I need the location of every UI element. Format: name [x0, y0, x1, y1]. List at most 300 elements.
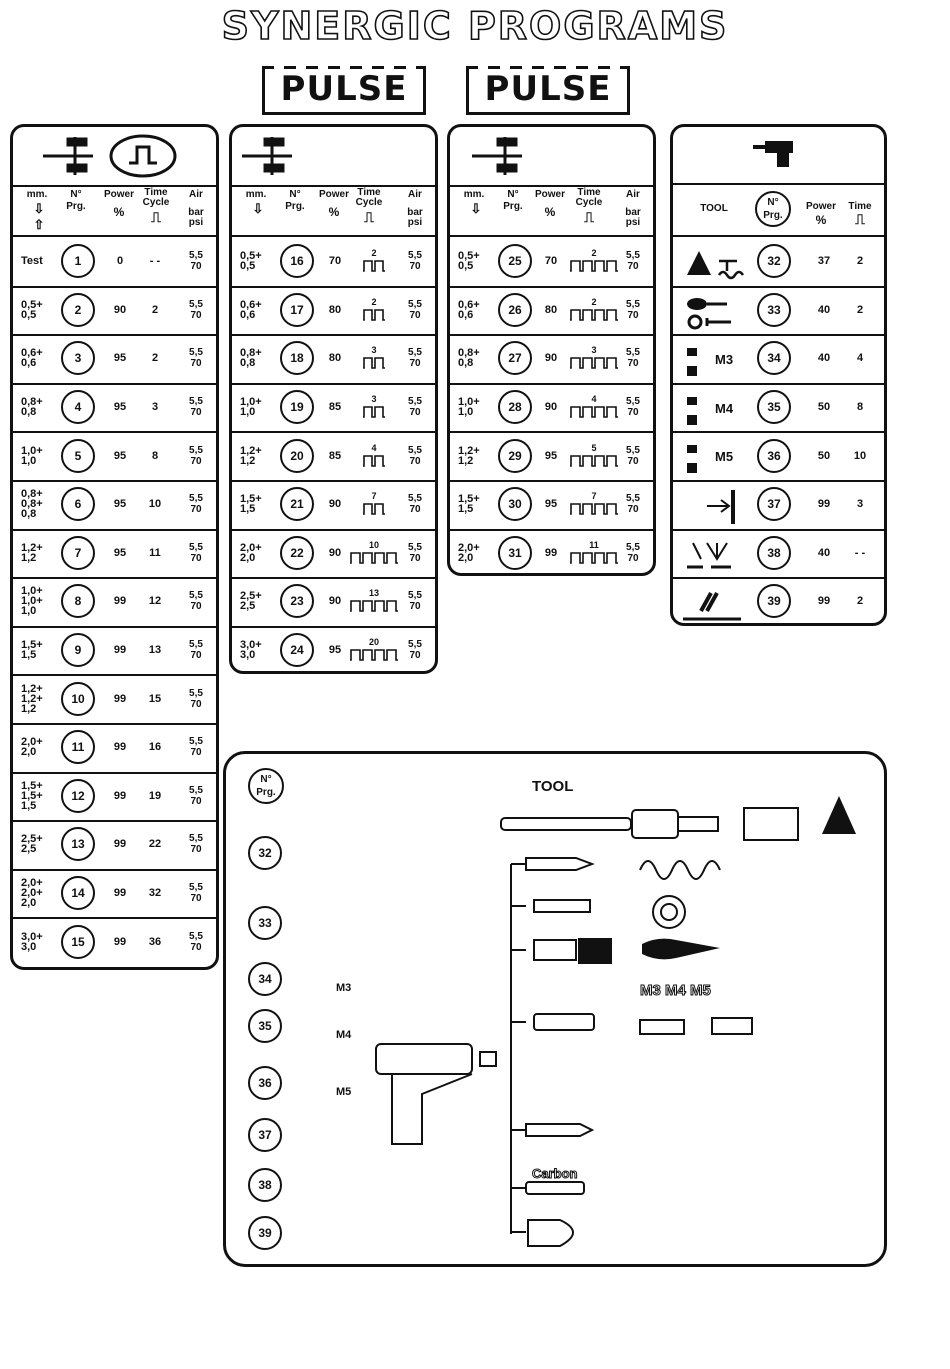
air-value: 5,5 70	[189, 250, 203, 273]
power-value: 80	[328, 303, 342, 316]
air-value: 5,5 70	[408, 541, 422, 564]
table-row	[450, 286, 653, 337]
carbon-label: Carbon	[532, 1166, 578, 1181]
program-number: 30	[498, 487, 532, 521]
tool-size-label: M5	[715, 449, 734, 465]
header-prg-top: N°	[767, 197, 779, 208]
header-air: Air	[408, 189, 422, 200]
power-value: 95	[544, 498, 558, 511]
thickness-value: 1,5+ 1,5	[458, 493, 480, 516]
time-value: 3	[151, 401, 159, 414]
page-title: SYNERGIC PROGRAMS	[221, 4, 729, 48]
program-number: 3	[61, 341, 95, 375]
header-prg: Prg.	[285, 201, 305, 212]
star-washer-icon	[677, 241, 747, 285]
pulse-wave-icon	[363, 502, 385, 515]
air-value: 5,5 70	[189, 444, 203, 467]
header-tool: TOOL	[700, 203, 728, 214]
power-value: 90	[328, 595, 342, 608]
pulse-wave-icon	[363, 454, 385, 467]
header-mm: mm.	[26, 189, 48, 200]
time-value: - -	[149, 255, 161, 268]
table-row	[13, 237, 216, 288]
power-value: 50	[817, 449, 831, 462]
program-number: 14	[61, 876, 95, 910]
program-number: 15	[61, 925, 95, 959]
program-number: 5	[61, 439, 95, 473]
air-value: 5,5 70	[408, 250, 422, 273]
table-header	[673, 183, 884, 237]
thickness-value: 2,0+ 2,0	[458, 541, 480, 564]
program-number: 38	[757, 536, 791, 570]
table-row	[13, 869, 216, 920]
thickness-value: 2,0+ 2,0	[240, 541, 262, 564]
power-value: 37	[817, 255, 831, 268]
header-mm: mm.	[463, 189, 485, 200]
time-value: 3	[568, 345, 620, 369]
panel-icon-row	[673, 127, 884, 185]
program-number: 38	[248, 1168, 282, 1202]
pulse-single-icon: ⎍	[151, 209, 161, 225]
power-value: 99	[817, 498, 831, 511]
tool-cell	[677, 533, 749, 574]
program-number: 6	[61, 487, 95, 521]
table-row	[13, 917, 216, 966]
air-value: 5,5 70	[189, 736, 203, 759]
table-header	[232, 185, 435, 237]
program-number: 22	[280, 536, 314, 570]
program-number: 37	[248, 1118, 282, 1152]
table-row	[673, 334, 884, 385]
power-value: 99	[113, 692, 127, 705]
pulse-wave-icon	[570, 259, 618, 272]
program-number: 32	[757, 244, 791, 278]
program-table-1	[10, 124, 219, 970]
time-value: 2	[348, 297, 400, 321]
program-number: 39	[757, 584, 791, 618]
program-number: 34	[248, 962, 282, 996]
air-value: 5,5 70	[408, 347, 422, 370]
thickness-value: Test	[21, 255, 43, 268]
program-number: 11	[61, 730, 95, 764]
table-row	[13, 772, 216, 823]
thickness-value: 0,6+ 0,6	[458, 298, 480, 321]
stud-icon	[677, 435, 747, 479]
thickness-value: 0,6+ 0,6	[240, 298, 262, 321]
air-value: 5,5 70	[408, 298, 422, 321]
time-value: 12	[148, 595, 162, 608]
header-mm: mm.	[245, 189, 267, 200]
panel-icon-row	[13, 127, 216, 187]
thickness-value: 0,5+ 0,5	[21, 298, 43, 321]
table-row	[13, 383, 216, 434]
time-value: 13	[348, 588, 400, 612]
program-number: 34	[757, 341, 791, 375]
time-value: 11	[568, 540, 620, 564]
program-number: 24	[280, 633, 314, 667]
table-header	[450, 185, 653, 237]
program-number: 25	[498, 244, 532, 278]
time-value: 8	[856, 401, 864, 414]
pulse-wave-icon	[570, 356, 618, 369]
table-row	[450, 480, 653, 531]
air-value: 5,5 70	[626, 298, 640, 321]
power-value: 99	[113, 789, 127, 802]
table-row	[232, 431, 435, 482]
pulse-wave-icon	[570, 551, 618, 564]
header-bar: bar	[407, 207, 423, 218]
header-prg: Prg.	[763, 210, 783, 221]
table-row	[673, 480, 884, 531]
header-power: Power	[103, 189, 134, 200]
time-value: 2	[348, 248, 400, 272]
thread-sizes-label: M3 M4 M5	[640, 982, 711, 999]
legend-size-label: M5	[336, 1086, 352, 1098]
air-value: 5,5 70	[626, 396, 640, 419]
pulse-single-icon: ⎍	[584, 209, 594, 225]
thickness-value: 3,0+ 3,0	[21, 930, 43, 953]
air-value: 5,5 70	[626, 444, 640, 467]
table-row	[13, 577, 216, 628]
program-number: 33	[248, 906, 282, 940]
power-value: 99	[817, 595, 831, 608]
thickness-value: 2,5+ 2,5	[240, 590, 262, 613]
program-number: 21	[280, 487, 314, 521]
pulse-wave-icon	[363, 405, 385, 418]
thickness-value: 1,5+ 1,5	[21, 639, 43, 662]
time-value: 4	[568, 394, 620, 418]
program-number: 35	[757, 390, 791, 424]
program-number: 35	[248, 1009, 282, 1043]
program-table-3	[447, 124, 656, 576]
header-time: Time	[848, 201, 872, 212]
power-value: 80	[328, 352, 342, 365]
pulse-wave-icon	[350, 599, 398, 612]
power-value: 99	[113, 595, 127, 608]
panel-icon-row	[232, 127, 435, 187]
time-value: 32	[148, 887, 162, 900]
point-icon	[677, 581, 747, 625]
stud-icon	[677, 387, 747, 431]
pulse-wave-icon	[570, 454, 618, 467]
header-psi: psi	[188, 217, 204, 228]
spot-gun-icon	[673, 127, 886, 183]
sheet-spot-icon	[450, 127, 655, 185]
tool-cell	[677, 387, 749, 428]
power-value: 85	[328, 449, 342, 462]
table-row	[232, 383, 435, 434]
tool-cell	[677, 435, 749, 476]
time-value: 2	[151, 303, 159, 316]
air-value: 5,5 70	[626, 347, 640, 370]
thickness-value: 1,0+ 1,0	[240, 396, 262, 419]
time-value: 20	[348, 637, 400, 661]
header-psi: psi	[625, 217, 641, 228]
power-value: 90	[544, 401, 558, 414]
power-value: 95	[113, 352, 127, 365]
thickness-value: 1,5+ 1,5	[240, 493, 262, 516]
header-pct: %	[544, 205, 556, 219]
tool-cell	[677, 581, 749, 622]
program-number: 39	[248, 1216, 282, 1250]
program-number: 12	[61, 779, 95, 813]
tool-cell	[677, 484, 749, 525]
thickness-value: 1,2+ 1,2	[21, 541, 43, 564]
time-value: 2	[856, 595, 864, 608]
table-row	[673, 383, 884, 434]
table-row	[232, 577, 435, 628]
time-value: 3	[856, 498, 864, 511]
header-pct: %	[113, 205, 125, 219]
table-row	[232, 286, 435, 337]
table-row	[13, 674, 216, 725]
power-value: 95	[328, 644, 342, 657]
time-value: 11	[149, 546, 161, 559]
air-value: 5,5 70	[408, 396, 422, 419]
time-value: 5	[568, 443, 620, 467]
header-prg: Prg.	[503, 201, 523, 212]
sheet-spot-icon	[13, 127, 218, 185]
program-number: 13	[61, 827, 95, 861]
program-number: 31	[498, 536, 532, 570]
program-number: 9	[61, 633, 95, 667]
power-value: 99	[113, 741, 127, 754]
power-value: 95	[113, 546, 127, 559]
sheet-spot-icon	[232, 127, 437, 185]
program-table-2	[229, 124, 438, 674]
header-prg-top: N°	[70, 189, 82, 200]
time-value: 15	[148, 692, 162, 705]
power-value: 90	[328, 546, 342, 559]
header-time: Time	[144, 187, 168, 198]
legend-size-label: M4	[336, 1029, 352, 1041]
power-value: 99	[113, 644, 127, 657]
time-value: 2	[568, 248, 620, 272]
time-value: 10	[853, 449, 867, 462]
pulse-single-icon: ⎍	[364, 209, 374, 225]
air-value: 5,5 70	[189, 833, 203, 856]
time-value: 22	[148, 838, 162, 851]
carbon-icon	[677, 533, 747, 577]
program-number: 28	[498, 390, 532, 424]
air-value: 5,5 70	[189, 687, 203, 710]
power-value: 70	[544, 255, 558, 268]
thickness-value: 1,2+ 1,2	[458, 444, 480, 467]
power-value: 99	[544, 546, 558, 559]
time-value: 3	[348, 394, 400, 418]
legend-size-label: M3	[336, 982, 352, 994]
power-value: 90	[544, 352, 558, 365]
power-value: 40	[817, 303, 831, 316]
air-value: 5,5 70	[189, 347, 203, 370]
time-value: 4	[856, 352, 864, 365]
program-number: 23	[280, 584, 314, 618]
program-number: 2	[61, 293, 95, 327]
power-value: 40	[817, 352, 831, 365]
tool-illustration	[226, 754, 886, 1264]
thickness-value: 0,5+ 0,5	[240, 250, 262, 273]
pulse-banner-right: PULSE	[466, 66, 630, 115]
table-row	[450, 529, 653, 576]
power-value: 80	[544, 303, 558, 316]
table-row	[232, 529, 435, 580]
header-bar: bar	[188, 207, 204, 218]
header-pct: %	[328, 205, 340, 219]
thickness-arrows-icon: ⇩	[252, 201, 264, 216]
stud-icon	[677, 338, 747, 382]
time-value: 7	[568, 491, 620, 515]
pulse-wave-icon	[570, 502, 618, 515]
power-value: 95	[113, 498, 127, 511]
header-cycle: Cycle	[575, 197, 603, 208]
header-time: Time	[577, 187, 601, 198]
thickness-value: 0,8+ 0,8	[21, 396, 43, 419]
thickness-value: 1,2+ 1,2	[240, 444, 262, 467]
program-number: 29	[498, 439, 532, 473]
header-air: Air	[189, 189, 203, 200]
program-number: 17	[280, 293, 314, 327]
time-value: 10	[148, 498, 162, 511]
table-row	[13, 480, 216, 531]
program-number: 7	[61, 536, 95, 570]
power-value: 95	[113, 449, 127, 462]
pulse-single-icon: ⎍	[855, 211, 865, 227]
time-value: 3	[348, 345, 400, 369]
thickness-value: 0,5+ 0,5	[458, 250, 480, 273]
table-row	[13, 286, 216, 337]
time-value: 19	[148, 789, 162, 802]
table-row	[673, 237, 884, 288]
time-value: 2	[856, 303, 864, 316]
thickness-value: 1,0+ 1,0	[21, 444, 43, 467]
pulse-wave-icon	[570, 308, 618, 321]
program-number: 32	[248, 836, 282, 870]
header-prg-top: N°	[289, 189, 301, 200]
pulse-wave-icon	[363, 356, 385, 369]
air-value: 5,5 70	[189, 882, 203, 905]
header-psi: psi	[407, 217, 423, 228]
thickness-value: 1,5+ 1,5+ 1,5	[21, 779, 43, 812]
power-value: 40	[817, 546, 831, 559]
power-value: 99	[113, 887, 127, 900]
program-number: 20	[280, 439, 314, 473]
header-power: Power	[534, 189, 565, 200]
shrink-icon	[677, 484, 747, 528]
power-value: 90	[113, 303, 127, 316]
air-value: 5,5 70	[626, 250, 640, 273]
time-value: 13	[148, 644, 162, 657]
tool-cell	[677, 338, 749, 379]
air-value: 5,5 70	[408, 493, 422, 516]
table-row	[13, 820, 216, 871]
thickness-value: 2,5+ 2,5	[21, 833, 43, 856]
air-value: 5,5 70	[408, 639, 422, 662]
thickness-value: 1,0+ 1,0	[458, 396, 480, 419]
pulse-wave-icon	[570, 405, 618, 418]
table-row	[13, 529, 216, 580]
program-number: 37	[757, 487, 791, 521]
tool-cell	[677, 241, 749, 282]
time-value: 7	[348, 491, 400, 515]
table-row	[13, 431, 216, 482]
table-row	[13, 626, 216, 677]
header-time: Time	[357, 187, 381, 198]
table-row	[450, 383, 653, 434]
program-number: 4	[61, 390, 95, 424]
power-value: 99	[113, 935, 127, 948]
program-number: 8	[61, 584, 95, 618]
power-value: 50	[817, 401, 831, 414]
pulse-wave-icon	[350, 551, 398, 564]
thickness-value: 0,8+ 0,8	[458, 347, 480, 370]
tool-size-label: M4	[715, 400, 734, 416]
air-value: 5,5 70	[408, 444, 422, 467]
table-row	[13, 334, 216, 385]
table-row	[673, 529, 884, 580]
air-value: 5,5 70	[408, 590, 422, 613]
time-value: 16	[148, 741, 162, 754]
time-value: - -	[854, 546, 866, 559]
table-row	[450, 237, 653, 288]
thickness-value: 2,0+ 2,0+ 2,0	[21, 877, 43, 910]
table-row	[673, 577, 884, 626]
table-row	[673, 286, 884, 337]
legend-tool-title: TOOL	[532, 778, 574, 795]
header-bar: bar	[625, 207, 641, 218]
power-value: 95	[544, 449, 558, 462]
time-value: 4	[348, 443, 400, 467]
pulse-wave-icon	[363, 308, 385, 321]
legend-prg-top: N°	[260, 774, 272, 785]
thickness-value: 0,8+ 0,8	[240, 347, 262, 370]
pulse-wave-icon	[350, 648, 398, 661]
program-number: 19	[280, 390, 314, 424]
power-value: 85	[328, 401, 342, 414]
header-cycle: Cycle	[142, 197, 170, 208]
header-cycle: Cycle	[355, 197, 383, 208]
header-prg-circle	[755, 191, 791, 227]
power-value: 70	[328, 255, 342, 268]
time-value: 8	[151, 449, 159, 462]
air-value: 5,5 70	[189, 930, 203, 953]
air-value: 5,5 70	[189, 541, 203, 564]
tool-legend-panel	[223, 751, 887, 1267]
table-row	[13, 723, 216, 774]
program-number: 1	[61, 244, 95, 278]
time-value: 2	[151, 352, 159, 365]
table-row	[232, 480, 435, 531]
time-value: 10	[348, 540, 400, 564]
thickness-value: 3,0+ 3,0	[240, 639, 262, 662]
program-number: 18	[280, 341, 314, 375]
header-power: Power	[318, 189, 349, 200]
air-value: 5,5 70	[189, 396, 203, 419]
thickness-value: 1,2+ 1,2+ 1,2	[21, 682, 43, 715]
header-air: Air	[626, 189, 640, 200]
pulse-banner-left: PULSE	[262, 66, 426, 115]
program-number: 36	[248, 1066, 282, 1100]
table-row	[450, 431, 653, 482]
table-row	[232, 237, 435, 288]
thickness-value: 2,0+ 2,0	[21, 736, 43, 759]
header-prg: Prg.	[66, 201, 86, 212]
power-value: 90	[328, 498, 342, 511]
power-value: 99	[113, 838, 127, 851]
program-number: 10	[61, 682, 95, 716]
program-number: 16	[280, 244, 314, 278]
air-value: 5,5 70	[189, 298, 203, 321]
time-value: 36	[148, 935, 162, 948]
